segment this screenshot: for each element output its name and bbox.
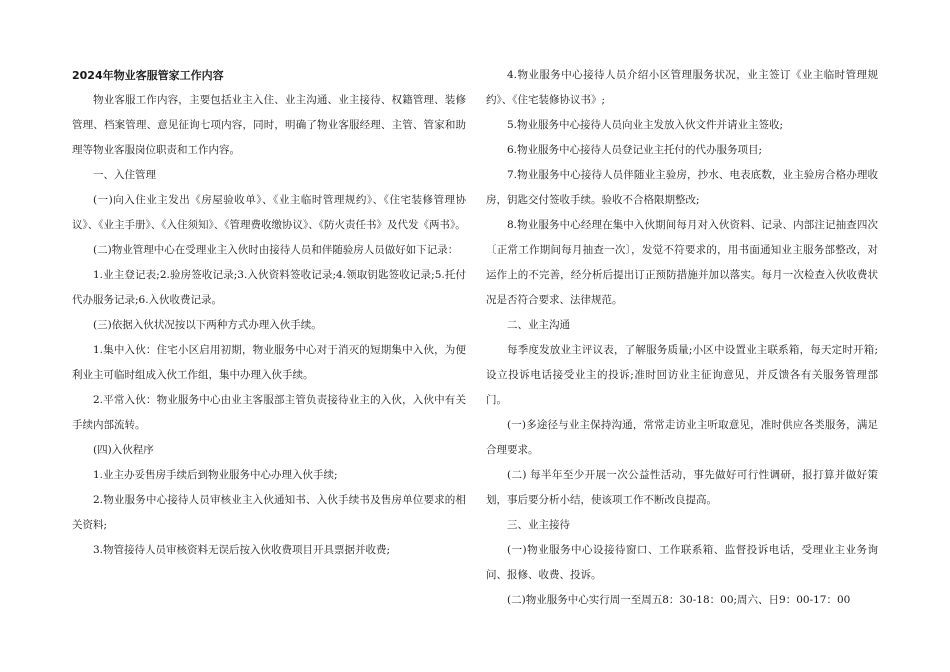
section-heading: 二、业主沟通: [507, 319, 570, 331]
paragraph: (四)入伙程序: [93, 444, 154, 456]
section-heading: 一、入住管理: [93, 169, 156, 181]
document-title: 2024年物业客服管家工作内容: [72, 69, 224, 82]
paragraph: 1.业主登记表;2.验房签收记录;3.入伙资料签收记录;4.领取钥匙签收记录;5.托付代办服务记录;6.入伙收费记录。: [72, 269, 466, 306]
paragraph: 1.业主办妥售房手续后到物业服务中心办理入伙手续;: [93, 469, 338, 481]
paragraph: 2.物业服务中心接待人员审核业主入伙通知书、入伙手续书及售房单位要求的相关资料;: [72, 494, 466, 531]
paragraph: 7.物业服务中心接待人员伴随业主验房，抄水、电表底数，业主验房合格办理收房，钥匙交付签收手续。验收不合格限期整改;: [486, 169, 878, 206]
paragraph: 1.集中入伙：住宅小区启用初期，物业服务中心对于消灭的短期集中入伙，为便利业主可临时组成入伙工作组，集中办理入伙手续。: [72, 344, 466, 381]
left-column: [72, 63, 466, 563]
paragraph: 3.物管接待人员审核资料无误后按入伙收费项目开具票据并收费;: [93, 544, 391, 556]
paragraph: 8.物业服务中心经理在集中入伙期间每月对入伙资料、记录、内部注记抽查四次〔正常工作期间每月抽查一次〕，发觉不符要求的，用书面通知业主服务部整改，对运作上的不完善，经分析后提出订正预防措施并加以落实。每月一次检查入伙收费状况是否符合要求、法律规范。: [486, 219, 878, 306]
section-heading: 三、业主接待: [507, 519, 570, 531]
paragraph: 物业客服工作内容，主要包括业主入住、业主沟通、业主接待、权籍管理、装修管理、档案管理、意见征询七项内容，同时，明确了物业客服经理、主管、管家和助理等物业客服岗位职责和工作内容。: [72, 94, 466, 156]
right-column: [486, 63, 878, 613]
paragraph: (一)多途径与业主保持沟通，常常走访业主听取意见，准时供应各类服务，满足合理要求。: [486, 419, 878, 456]
paragraph: (一)向入住业主发出《房屋验收单》、《业主临时管理规约》、《住宅装修管理协议》、《业主手册》、《入住须知》、《管理费收缴协议》、《防火责任书》及代发《两书》。: [72, 194, 466, 231]
paragraph: (一)物业服务中心设接待窗口、工作联系箱、监督投诉电话，受理业主业务询问、报修、收费、投诉。: [486, 544, 878, 581]
paragraph: (二)物业服务中心实行周一至周五8：30-18：00;周六、日9：00-17：00: [507, 594, 851, 606]
paragraph: (二) 每半年至少开展一次公益性活动，事先做好可行性调研，报打算并做好策划，事后要分析小结，使该项工作不断改良提高。: [486, 469, 878, 506]
paragraph: 每季度发放业主评议表，了解服务质量;小区中设置业主联系箱，每天定时开箱;设立投诉电话接受业主的投诉;准时回访业主征询意见，并反馈各有关服务管理部门。: [486, 344, 878, 406]
paragraph: 5.物业服务中心接待人员向业主发放入伙文件并请业主签收;: [507, 119, 784, 131]
paragraph: (二)物业管理中心在受理业主入伙时由接待人员和伴随验房人员做好如下记录：: [93, 244, 459, 256]
paragraph: 2.平常入伙：物业服务中心由业主客服部主管负责接待业主的入伙，入伙中有关手续内部流转。: [72, 394, 466, 431]
paragraph: (三)依据入伙状况按以下两种方式办理入伙手续。: [93, 319, 322, 331]
paragraph: 4.物业服务中心接待人员介绍小区管理服务状况，业主签订《业主临时管理规约》、《住宅装修协议书》;: [486, 69, 878, 106]
paragraph: 6.物业服务中心接待人员登记业主托付的代办服务项目;: [507, 144, 763, 156]
